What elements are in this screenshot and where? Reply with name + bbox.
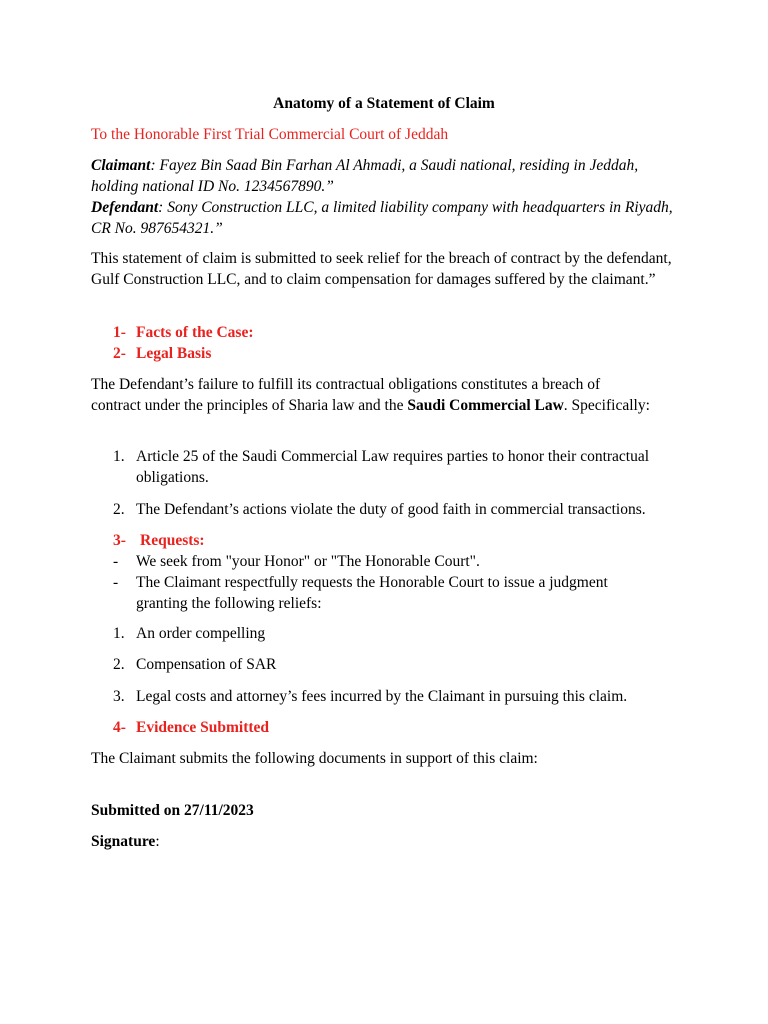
evidence-paragraph: The Claimant submits the following documents in support of this claim: xyxy=(91,750,538,767)
defendant-paragraph xyxy=(91,197,681,239)
list-text: Article 25 of the Saudi Commercial Law requires parties to honor their contractual obligations. xyxy=(136,448,650,486)
list-text: Legal costs and attorney’s fees incurred by the Claimant in pursuing this claim. xyxy=(136,688,628,705)
bullet-mark: - xyxy=(113,553,119,570)
bullet-text: We seek from "your Honor" or "The Honorable Court". xyxy=(136,553,480,570)
submitted-date: Submitted on 27/11/2023 xyxy=(91,802,254,819)
section-label: Evidence Submitted xyxy=(136,719,270,736)
list-text: Compensation of SAR xyxy=(136,656,277,673)
section-label: Facts of the Case: xyxy=(136,324,254,341)
intro-paragraph: This statement of claim is submitted to seek relief for the breach of contract by the defendant, Gulf Construction LLC, and to claim compensation for damages suffered by the claimant.” xyxy=(91,250,672,288)
list-text: An order compelling xyxy=(136,625,266,642)
bullet-mark: - xyxy=(113,574,119,591)
court-addressee: To the Honorable First Trial Commercial Court of Jeddah xyxy=(91,126,449,143)
section-number: 1- xyxy=(113,324,126,341)
legal-basis-text: The Defendant’s failure to fulfill its contractual obligations constitutes a breach of contract under the principles of Sharia law and the xyxy=(91,376,601,414)
legal-basis-bold: Saudi Commercial Law xyxy=(407,397,564,414)
section-number: 4- xyxy=(113,719,126,736)
list-text: The Defendant’s actions violate the duty of good faith in commercial transactions. xyxy=(136,501,646,518)
claimant-paragraph xyxy=(91,155,681,197)
legal-basis-paragraph xyxy=(91,374,651,416)
legal-basis-tail: . Specifically: xyxy=(563,397,650,414)
defendant-label: Defendant xyxy=(91,199,159,216)
section-number: 3- xyxy=(113,532,126,549)
list-number: 2. xyxy=(113,501,125,518)
defendant-text: : Sony Construction LLC, a limited liability company with headquarters in Riyadh, CR No. 987654321.” xyxy=(91,199,673,237)
section-label: Legal Basis xyxy=(136,345,212,362)
signature-label: Signature xyxy=(91,833,156,850)
document-title: Anatomy of a Statement of Claim xyxy=(273,95,495,112)
signature-colon: : xyxy=(155,833,160,850)
list-number: 2. xyxy=(113,656,125,673)
claimant-label: Claimant xyxy=(91,157,151,174)
list-number: 3. xyxy=(113,688,125,705)
section-number: 2- xyxy=(113,345,126,362)
list-number: 1. xyxy=(113,625,125,642)
claimant-text: : Fayez Bin Saad Bin Farhan Al Ahmadi, a Saudi national, residing in Jeddah, holding national ID No. 1234567890.” xyxy=(91,157,639,195)
bullet-text: The Claimant respectfully requests the Honorable Court to issue a judgment granting the following reliefs: xyxy=(136,574,608,612)
list-number: 1. xyxy=(113,448,125,465)
signature-line xyxy=(91,831,691,852)
section-label: Requests: xyxy=(140,532,205,549)
